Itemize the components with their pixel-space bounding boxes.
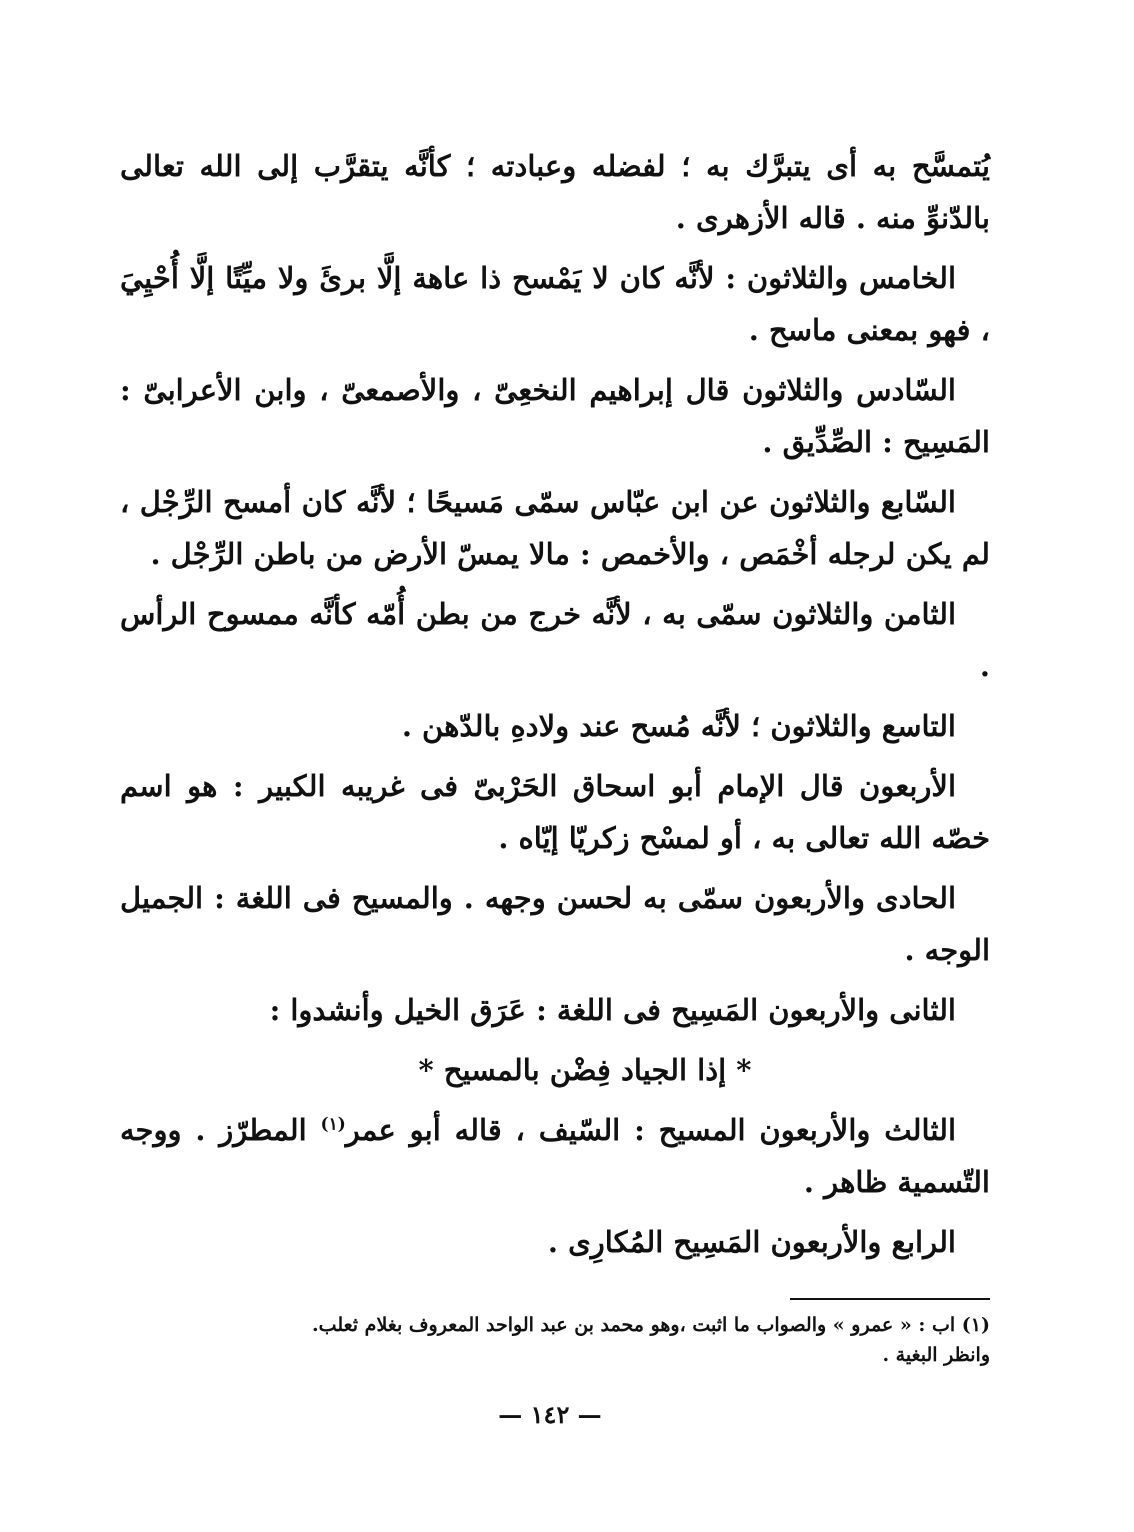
footnote-block <box>135 1310 990 1370</box>
paragraph-41: الحادى والأربعون سمّى به لحسن وجهه . والمسيح فى اللغة : الجميل الوجه . <box>120 881 990 967</box>
paragraph-43-after: المطرّز . ووجه التّسمية ظاهر . <box>120 1113 990 1199</box>
paragraph-42: الثانى والأربعون المَسِيح فى اللغة : عَرَق الخيل وأنشدوا : <box>269 993 956 1027</box>
paragraph-40: الأربعون قال الإمام أبو اسحاق الحَرْبىّ فى غريبه الكبير : هو اسم خصّه الله تعالى به ، أو لمسْح زكريّا إيّاه . <box>120 769 990 855</box>
main-text-block <box>120 140 990 1276</box>
paragraph-39: التاسع والثلاثون ؛ لأنَّه مُسح عند ولادهِ بالدّهن . <box>401 709 956 743</box>
paragraph-44: الرابع والأربعون المَسِيح المُكارِى . <box>547 1225 956 1259</box>
footnote-line-2: وانظر البغية . <box>882 1344 990 1366</box>
paragraph-35: الخامس والثلاثون : لأنَّه كان لا يَمْسح ذا عاهة إلَّا برئَ ولا ميِّتًا إلَّا أُحْيِيَ ، فهو بمعنى ماسح . <box>120 261 990 347</box>
paragraph-38: الثامن والثلاثون سمّى به ، لأنَّه خرج من بطن أُمّه كأنَّه ممسوح الرأس . <box>120 597 990 683</box>
verse-line: * إذا الجياد فِضْن بالمسيح * <box>418 1053 752 1087</box>
paragraph-36: السّادس والثلاثون قال إبراهيم النخعِىّ ، والأصمعىّ ، وابن الأعرابىّ : المَسِيح : الصِّدِّيق . <box>120 373 990 459</box>
footnote-marker: (١) <box>320 1114 346 1135</box>
footnote-line-1: (١) اب : « عمرو » والصواب ما اثبت ،وهو محمد بن عبد الواحد المعروف بغلام ثعلب. <box>312 1314 990 1336</box>
page-number: — ١٤٢ — <box>498 1400 602 1429</box>
paragraph-37: السّابع والثلاثون عن ابن عبّاس سمّى مَسيحًا ؛ لأنَّه كان أمسح الرِّجْل ، لم يكن لرجله أخْمَص ، والأخمص : مالا يمسّ الأرض من باطن الرِّجْل . <box>120 485 990 571</box>
footnote-divider <box>790 1298 990 1300</box>
paragraph-43-before: الثالث والأربعون المسيح : السّيف ، قاله أبو عمر <box>345 1113 956 1147</box>
paragraph-continuation: يُتمسَّح به أى يتبرَّك به ؛ لفضله وعبادته ؛ كأنَّه يتقرَّب إلى الله تعالى بالدّنوِّ منه . قاله الأزهرى . <box>120 149 990 235</box>
paragraph-43 <box>120 1104 990 1208</box>
